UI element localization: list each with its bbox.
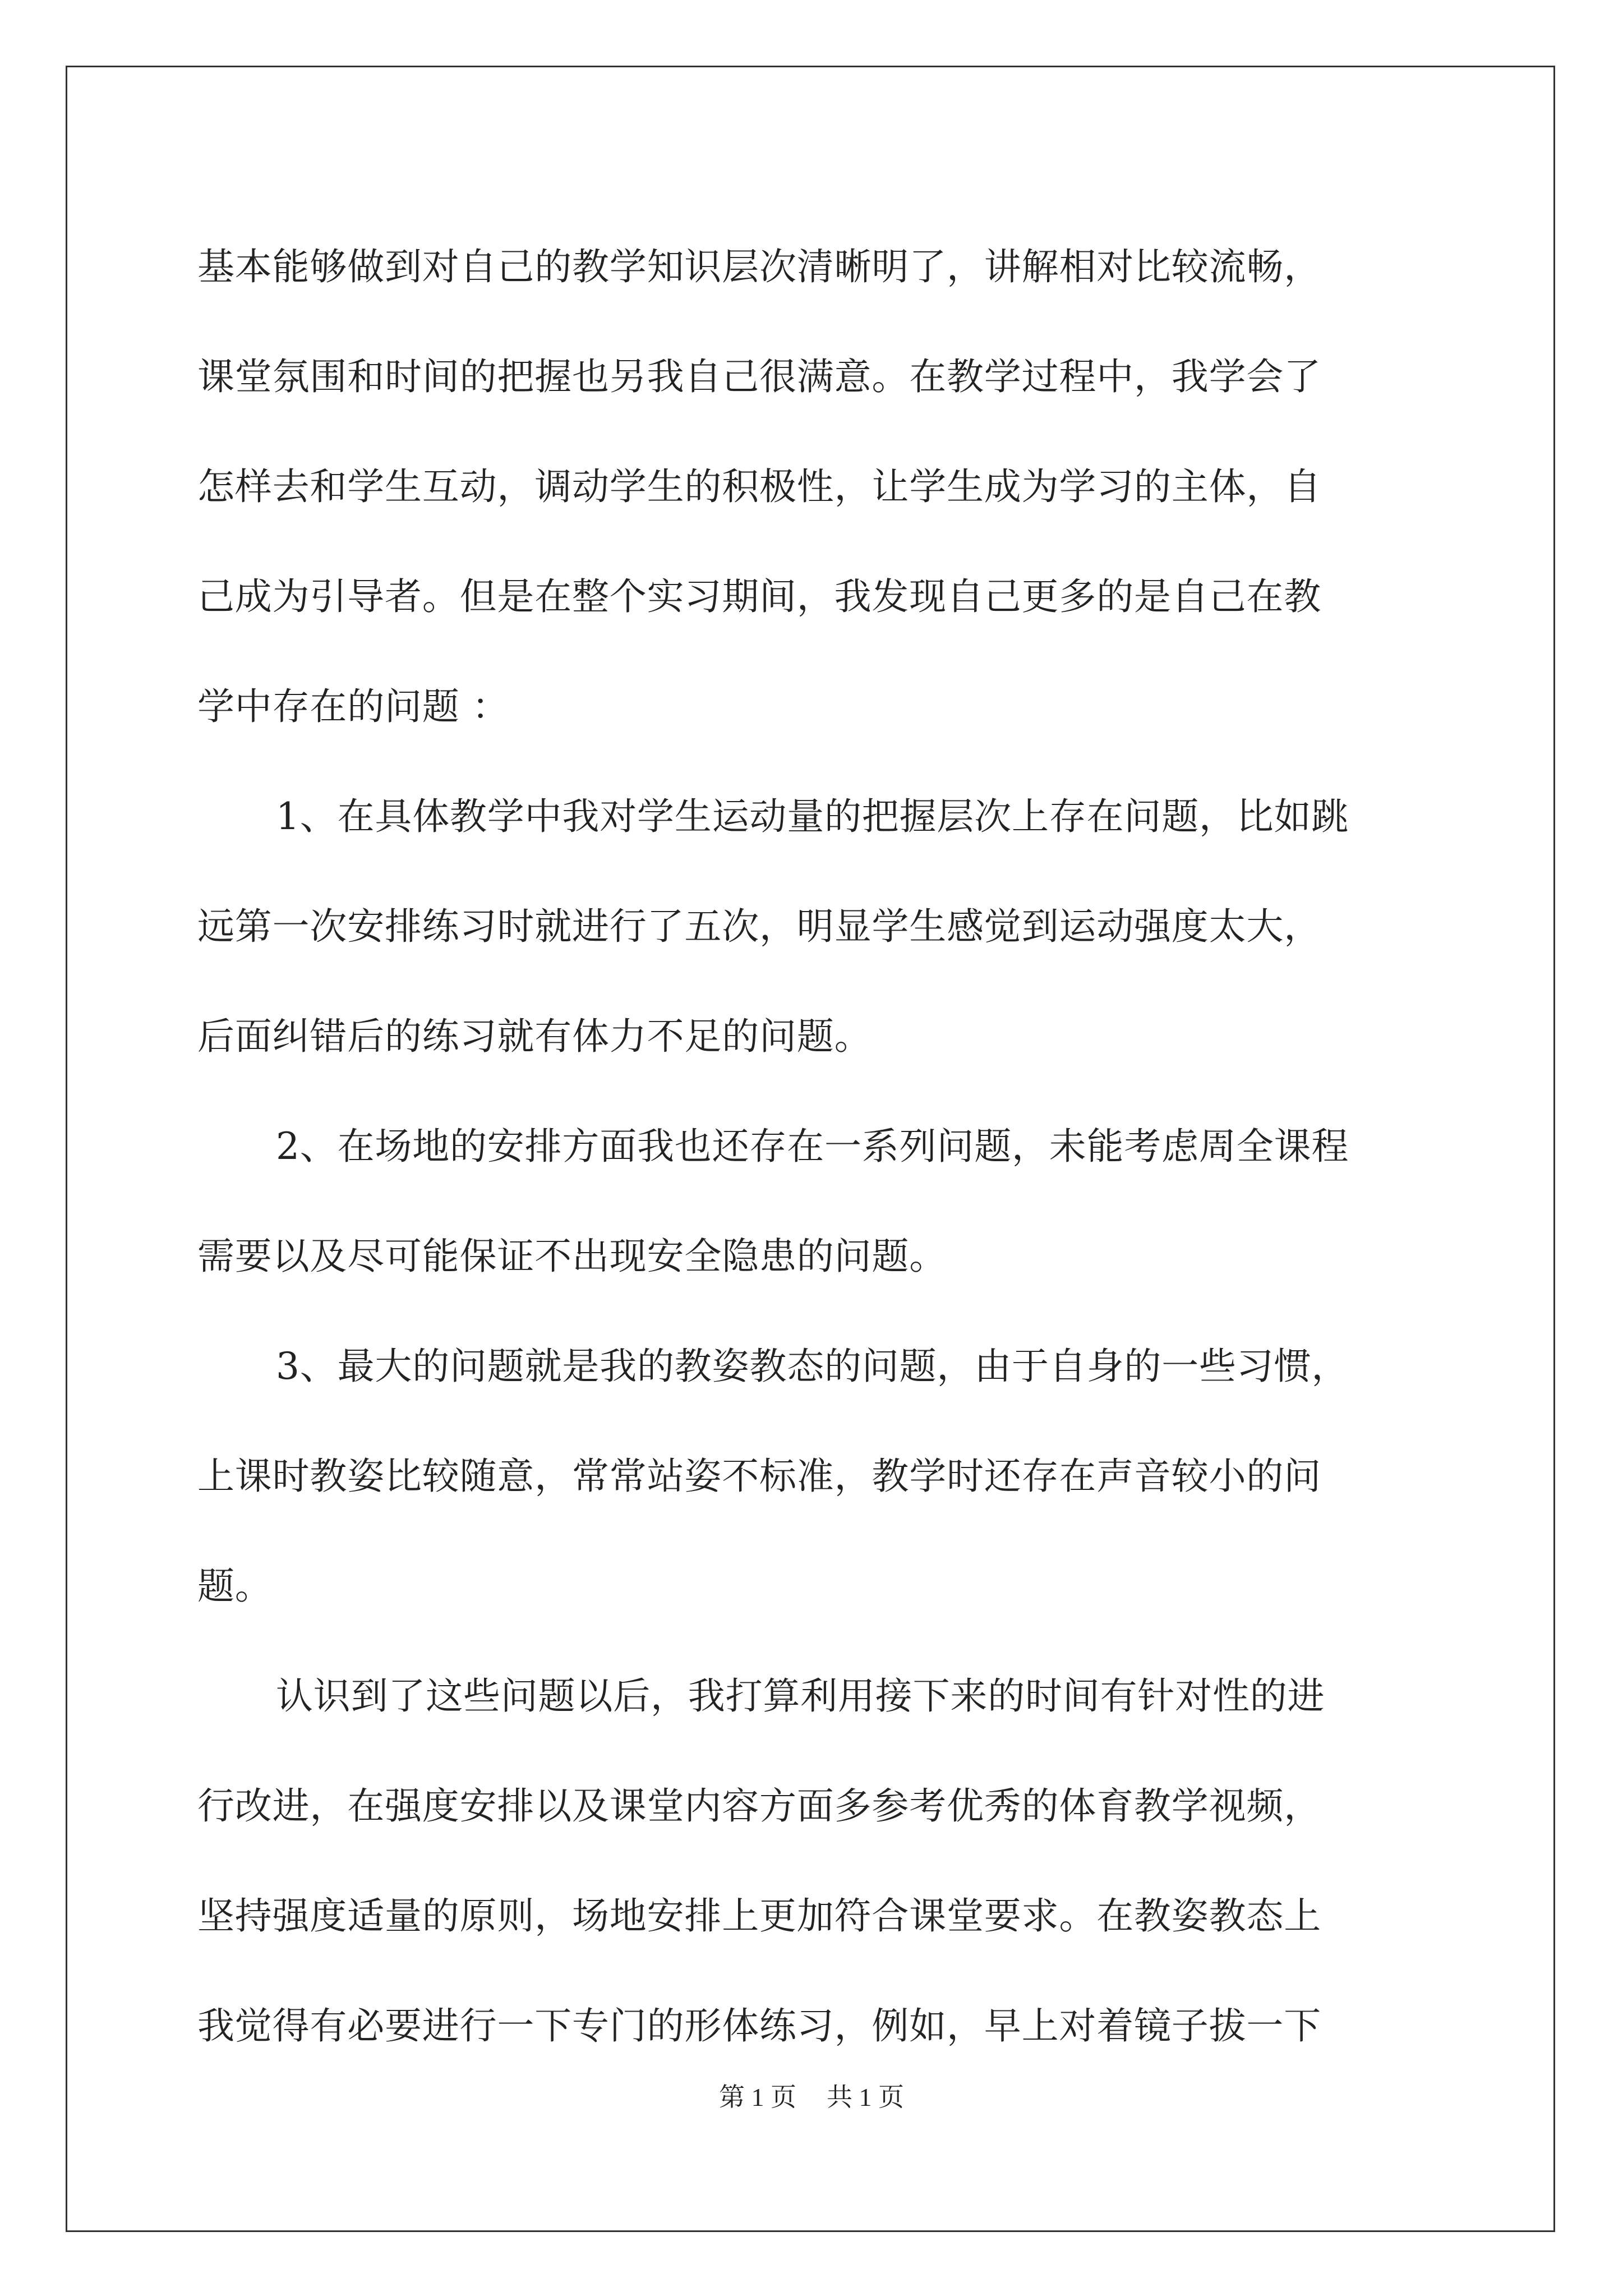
paragraph-1-first-line: 1、在具体教学中我对学生运动量的把握层次上存在问题，比如跳	[276, 795, 1349, 838]
text-line: 上课时教姿比较随意，常常站姿不标准，教学时还存在声音较小的问	[197, 1455, 1321, 1498]
text-line: 怎样去和学生互动，调动学生的积极性，让学生成为学习的主体，自	[197, 465, 1321, 508]
text-line: 行改进，在强度安排以及课堂内容方面多参考优秀的体育教学视频，	[197, 1784, 1321, 1828]
text-line: 需要以及尽可能保证不出现安全隐患的问题。	[197, 1235, 947, 1278]
text-line: 基本能够做到对自己的教学知识层次清晰明了，讲解相对比较流畅，	[197, 245, 1321, 288]
page-number: 第 1 页	[719, 2083, 796, 2111]
document-body	[197, 212, 1426, 2081]
text-line: 坚持强度适量的原则，场地安排上更加符合课堂要求。在教姿教态上	[197, 1894, 1321, 1938]
text-line: 己成为引导者。但是在整个实习期间，我发现自己更多的是自己在教	[197, 575, 1321, 618]
text-line: 题。	[197, 1565, 273, 1608]
paragraph-3-first-line: 3、最大的问题就是我的教姿教态的问题，由于自身的一些习惯，	[276, 1345, 1349, 1388]
text-line: 我觉得有必要进行一下专门的形体练习，例如，早上对着镜子拔一下	[197, 2004, 1321, 2047]
text-line: 远第一次安排练习时就进行了五次，明显学生感觉到运动强度太大，	[197, 905, 1321, 948]
text-line: 课堂氛围和时间的把握也另我自己很满意。在教学过程中，我学会了	[197, 355, 1321, 398]
page-total: 共 1 页	[827, 2083, 904, 2111]
paragraph-2-first-line: 2、在场地的安排方面我也还存在一系列问题，未能考虑周全课程	[276, 1125, 1349, 1168]
paragraph-4-first-line: 认识到了这些问题以后，我打算利用接下来的时间有针对性的进	[276, 1674, 1325, 1718]
page-footer	[0, 2077, 1623, 2114]
text-line: 后面纠错后的练习就有体力不足的问题。	[197, 1015, 872, 1058]
text-line: 学中存在的问题 ：	[197, 685, 510, 728]
